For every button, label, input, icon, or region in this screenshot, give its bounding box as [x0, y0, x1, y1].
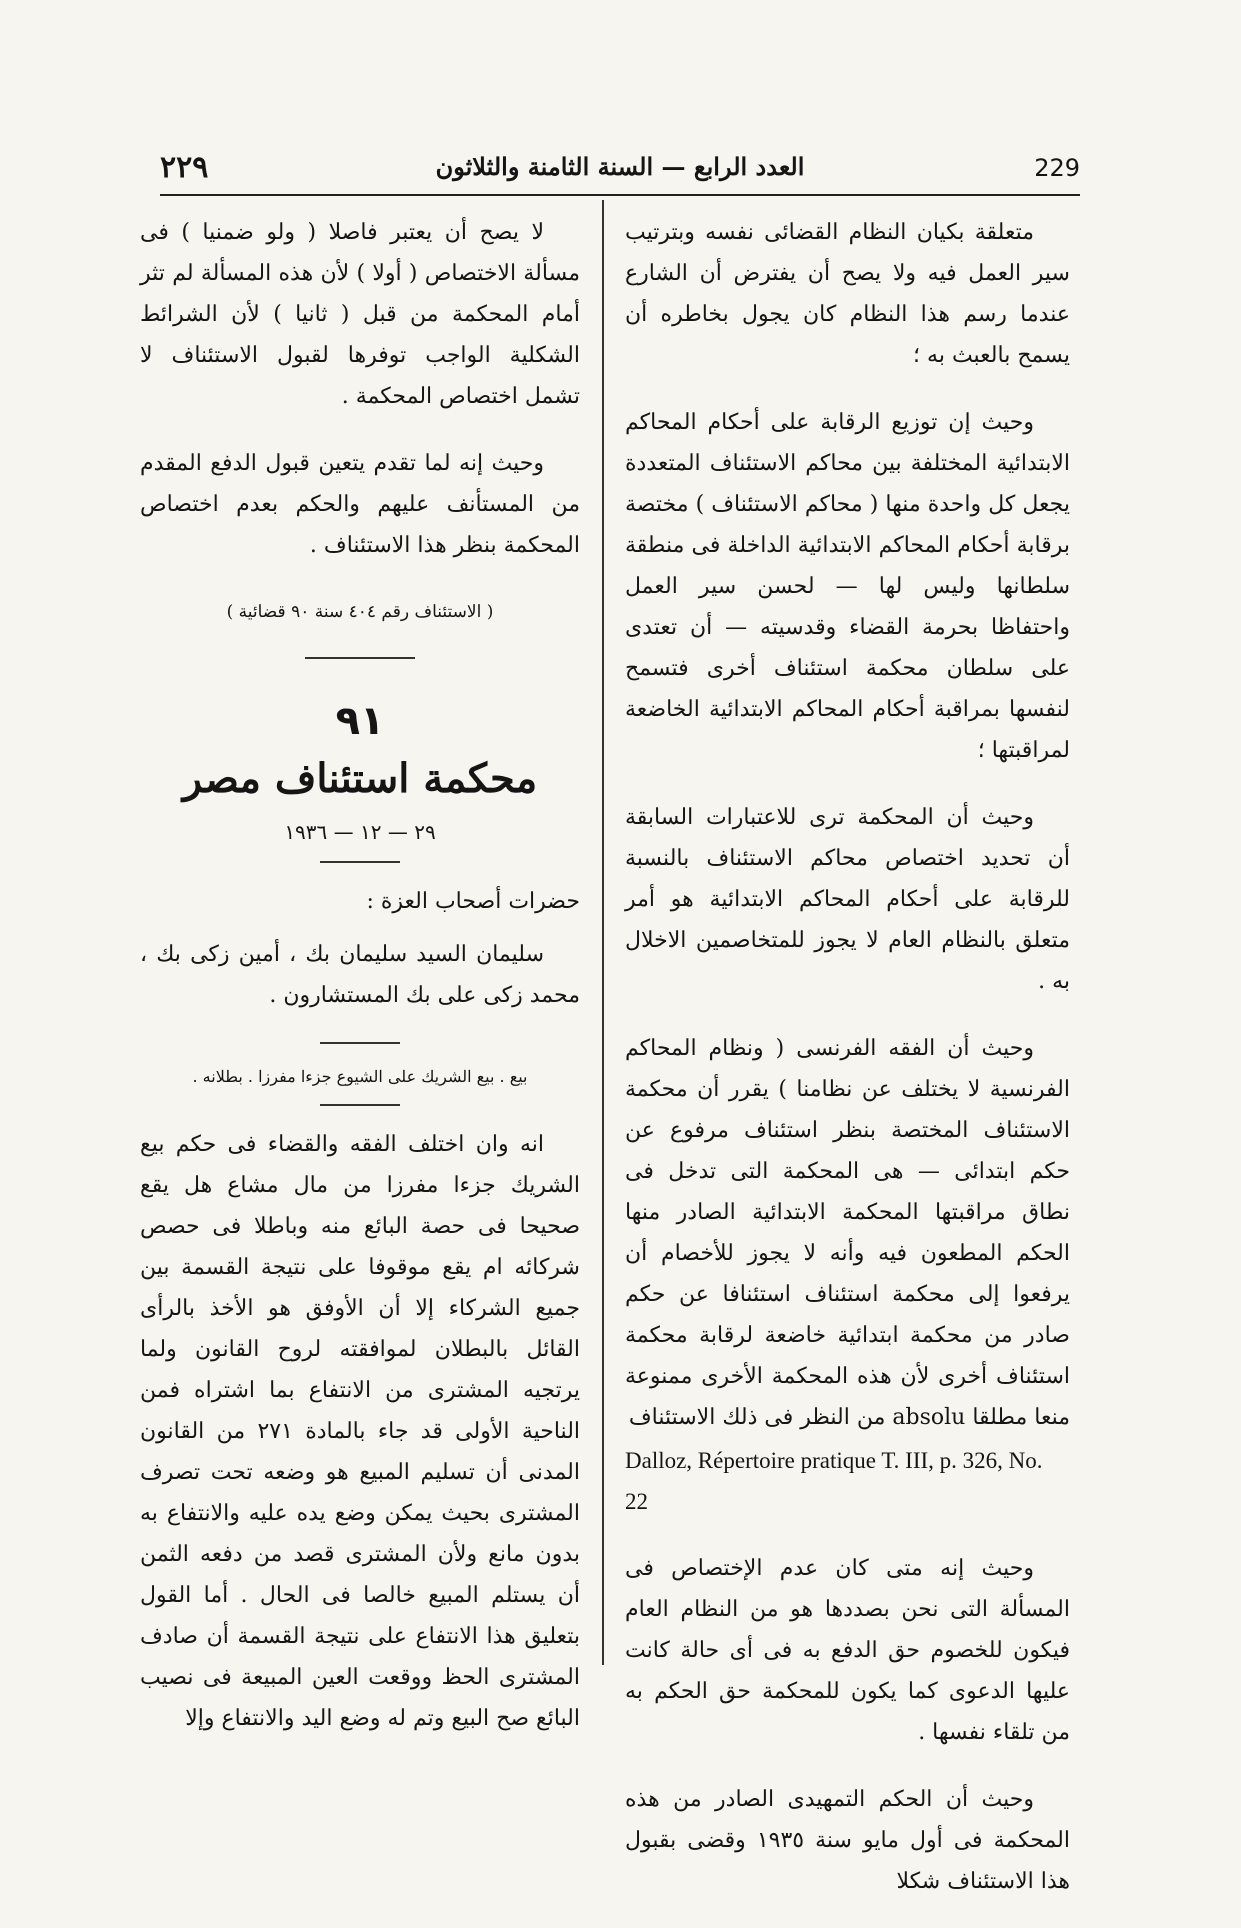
section-divider [320, 1042, 400, 1044]
paragraph: وحيث أن المحكمة ترى للاعتبارات السابقة أن تحديد اختصاص محاكم الاستئناف بالنسبة للرقابة على أحكام المحاكم الابتدائية هو أمر متعلق بالنظام العام لا يجوز للمتخاصمين الاخلال به . [625, 805, 1070, 994]
right-column [625, 212, 1070, 1928]
paragraph: متعلقة بكيان النظام القضائى نفسه وبترتيب سير العمل فيه ولا يصح أن يفترض أن الشارع عندما رسم هذا النظام كان يجول بخاطره أن يسمح بالعبث به ؛ [625, 220, 1070, 368]
paragraph: وحيث إن توزيع الرقابة على أحكام المحاكم الابتدائية المختلفة بين محاكم الاستئناف المتعددة يجعل كل واحدة منها ( محاكم الاستئناف ) مختصة برقابة أحكام المحاكم الابتدائية الداخلة فى منطقة سلطانها وليس لها — لحسن سير العمل واحتفاظا بحرمة القضاء وقدسيته — أن تعتدى على سلطان محكمة استئناف أخرى فتسمح لنفسها بمراقبة أحكام المحاكم الابتدائية الخاضعة لمراقبتها ؛ [625, 410, 1070, 763]
section-divider [305, 657, 415, 659]
paragraph: وحيث إنه لما تقدم يتعين قبول الدفع المقدم من المستأنف عليهم والحكم بعدم اختصاص المحكمة بنظر هذا الاستئناف . [140, 451, 580, 558]
page-header [160, 150, 1080, 196]
case-date: ٢٩ — ١٢ — ١٩٣٦ [284, 820, 436, 844]
headnote: بيع . بيع الشريك على الشيوع جزءا مفرزا . بطلانه . [192, 1067, 528, 1086]
case-number: ٩١ [335, 698, 385, 744]
bench-heading: حضرات أصحاب العزة : [366, 889, 580, 914]
paragraph: لا يصح أن يعتبر فاصلا ( ولو ضمنيا ) فى مسألة الاختصاص ( أولا ) لأن هذه المسألة لم تثر أمام المحكمة من قبل ( ثانيا ) لأن الشرائط الشكلية الواجب توفرها لقبول الاستئناف لا تشمل اختصاص المحكمة . [140, 220, 580, 409]
section-divider [320, 1104, 400, 1106]
left-column [140, 212, 580, 1765]
paragraph: وحيث إنه متى كان عدم الإختصاص فى المسألة التى نحن بصددها هو من النظام العام فيكون للخصوم حق الدفع به فى أى حالة كانت عليها الدعوى كما يكون للمحكمة حق الحكم به من تلقاء نفسها . [625, 1556, 1070, 1745]
column-divider [602, 200, 604, 1665]
running-title: العدد الرابع — السنة الثامنة والثلاثون [435, 152, 805, 181]
court-name: محكمة استئناف مصر [182, 755, 538, 802]
bench-names: سليمان السيد سليمان بك ، أمين زكى بك ، محمد زكى على بك المستشارون . [140, 942, 580, 1008]
section-divider [320, 861, 400, 863]
paragraph: انه وان اختلف الفقه والقضاء فى حكم بيع الشريك جزءا مفرزا من مال مشاع هل يقع صحيحا فى حصة البائع منه وباطلا فى حصص شركائه ام يقع موقوفا على نتيجة القسمة بين جميع الشركاء إلا أن الأوفق هو الأخذ بالرأى القائل بالبطلان لموافقته لروح القانون ولما يرتجيه المشترى من الانتفاع بما اشتراه فمن الناحية الأولى قد جاء بالمادة ٢٧١ من القانون المدنى أن تسليم المبيع هو وضعه تحت تصرف المشترى بحيث يمكن وضع يده عليه والانتفاع به بدون مانع ولأن المشترى قصد من دفعه الثمن أن يستلم المبيع خالصا فى الحال . أما القول بتعليق هذا الانتفاع على نتيجة القسمة أن صادف المشترى الحظ ووقعت العين المبيعة فى نصيب البائع صح البيع وتم له وضع اليد والانتفاع وإلا [140, 1132, 581, 1731]
paragraph: وحيث أن الحكم التمهيدى الصادر من هذه المحكمة فى أول مايو سنة ١٩٣٥ وقضى بقبول هذا الاستئناف شكلا [625, 1787, 1070, 1894]
latin-reference: Dalloz, Répertoire pratique T. III, p. 326, No. 22 [625, 1448, 1043, 1514]
case-citation: ( الاستئناف رقم ٤٠٤ سنة ٩٠ قضائية ) [226, 602, 494, 622]
page-number-arabic: ٢٢٩ [160, 150, 209, 185]
page-number-latin: 229 [1034, 154, 1080, 182]
paragraph: وحيث أن الفقه الفرنسى ( ونظام المحاكم الفرنسية لا يختلف عن نظامنا ) يقرر أن محكمة الاستئناف المختصة بنظر استئناف مرفوع عن حكم ابتدائى — هى المحكمة التى تدخل فى نطاق مراقبتها المحكمة الابتدائية الصادر منها الحكم المطعون فيه وأنه لا يجوز للأخصام أن يرفعوا إلى محكمة استئناف استئنافا عن حكم صادر من محكمة ابتدائية خاضعة لرقابة محكمة استئناف أخرى لأن هذه المحكمة الأخرى ممنوعة منعا مطلقا absolu من النظر فى ذلك الاستئناف [625, 1036, 1070, 1430]
